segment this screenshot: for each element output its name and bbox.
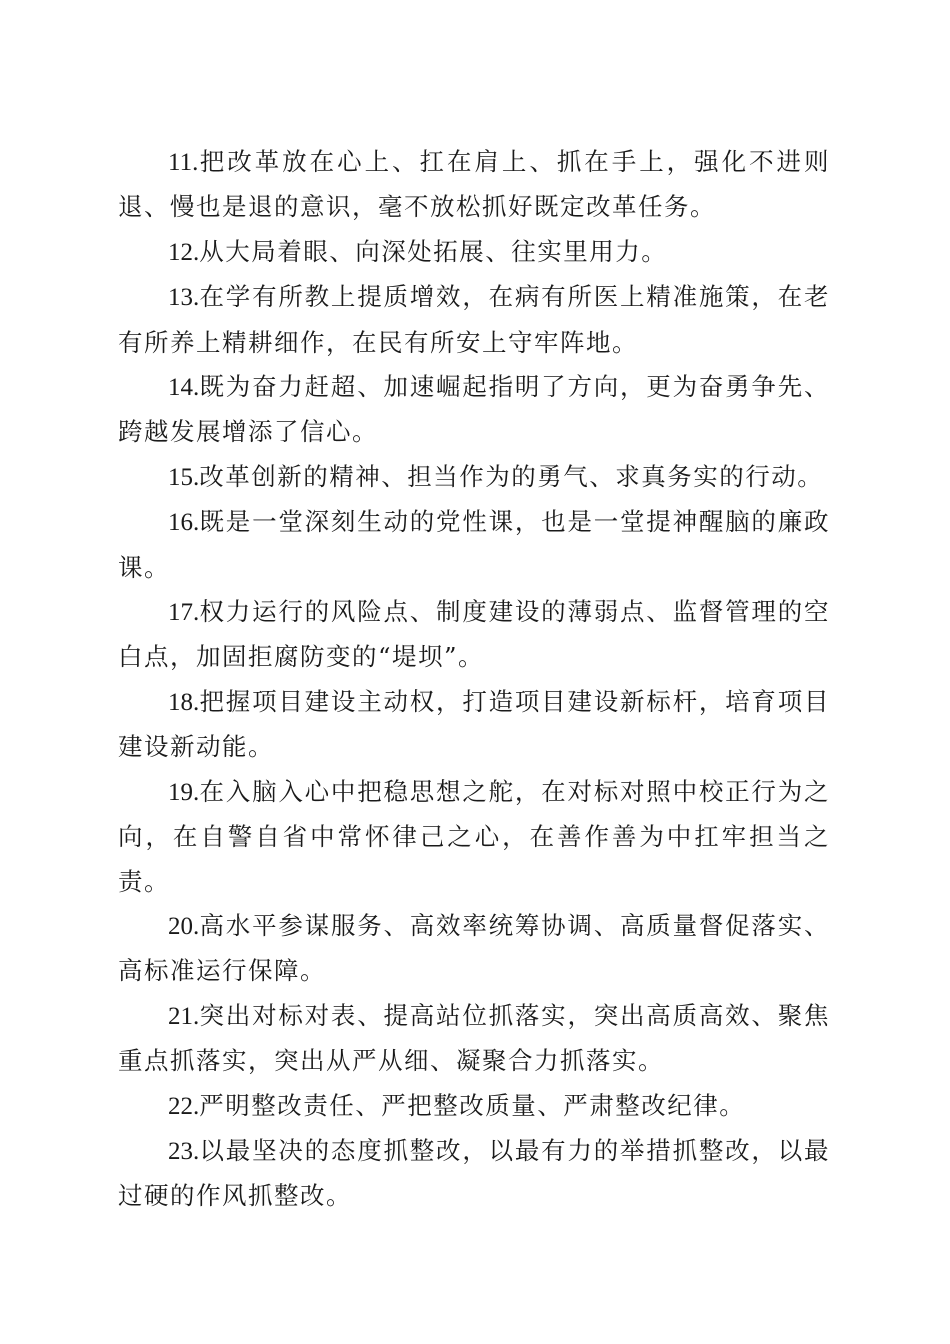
item-number: 18. <box>168 688 200 716</box>
item-number: 20. <box>168 912 200 940</box>
item-text: 在学有所教上提质增效，在病有所医上精准施策，在老有所养上精耕细作，在民有所安上守牢阵地。 <box>118 282 830 357</box>
list-item <box>118 275 830 365</box>
list-item <box>118 770 830 904</box>
item-text: 高水平参谋服务、高效率统筹协调、高质量督促落实、高标准运行保障。 <box>118 910 830 986</box>
item-text: 改革创新的精神、担当作为的勇气、求真务实的行动。 <box>199 461 824 491</box>
item-number: 14. <box>168 374 200 402</box>
item-text: 既是一堂深刻生动的党性课，也是一堂提神醒脑的廉政课。 <box>118 507 830 582</box>
list-item <box>118 230 830 275</box>
item-number: 21. <box>168 1002 200 1030</box>
item-text: 把握项目建设主动权，打造项目建设新标杆，培育项目建设新动能。 <box>118 686 830 762</box>
list-item <box>118 455 830 500</box>
item-number: 19. <box>168 778 200 806</box>
item-text: 把改革放在心上、扛在肩上、抓在手上，强化不进则退、慢也是退的意识，毫不放松抓好既定改革任务。 <box>118 147 830 222</box>
item-number: 11. <box>168 149 199 176</box>
list-item <box>118 680 830 770</box>
item-text: 突出对标对表、提高站位抓落实，突出高质高效、聚焦重点抓落实，突出从严从细、凝聚合力抓落实。 <box>118 1000 830 1076</box>
list-item <box>118 140 830 230</box>
list-item <box>118 904 830 994</box>
list-item <box>118 1084 830 1129</box>
list-item <box>118 500 830 590</box>
item-number: 16. <box>168 509 200 537</box>
item-number: 22. <box>168 1092 200 1120</box>
item-text: 以最坚决的态度抓整改，以最有力的举措抓整改，以最过硬的作风抓整改。 <box>118 1135 830 1211</box>
item-text: 既为奋力赶超、加速崛起指明了方向，更为奋勇争先、跨越发展增添了信心。 <box>118 372 830 447</box>
item-text: 在入脑入心中把稳思想之舵，在对标对照中校正行为之向，在自警自省中常怀律己之心，在善作善为中扛牢担当之责。 <box>118 776 830 896</box>
item-text: 从大局着眼、向深处拓展、往实里用力。 <box>199 236 668 266</box>
list-item <box>118 1129 830 1219</box>
list-item <box>118 365 830 455</box>
document-body <box>118 140 830 1219</box>
item-number: 13. <box>168 284 200 312</box>
item-text: 严明整改责任、严把整改质量、严肃整改纪律。 <box>199 1090 746 1120</box>
list-item <box>118 994 830 1084</box>
item-text: 权力运行的风险点、制度建设的薄弱点、监督管理的空白点，加固拒腐防变的“堤坝”。 <box>118 597 830 672</box>
item-number: 12. <box>168 238 200 266</box>
item-number: 15. <box>168 463 200 491</box>
list-item <box>118 590 830 680</box>
item-number: 23. <box>168 1137 200 1165</box>
item-number: 17. <box>168 599 200 627</box>
